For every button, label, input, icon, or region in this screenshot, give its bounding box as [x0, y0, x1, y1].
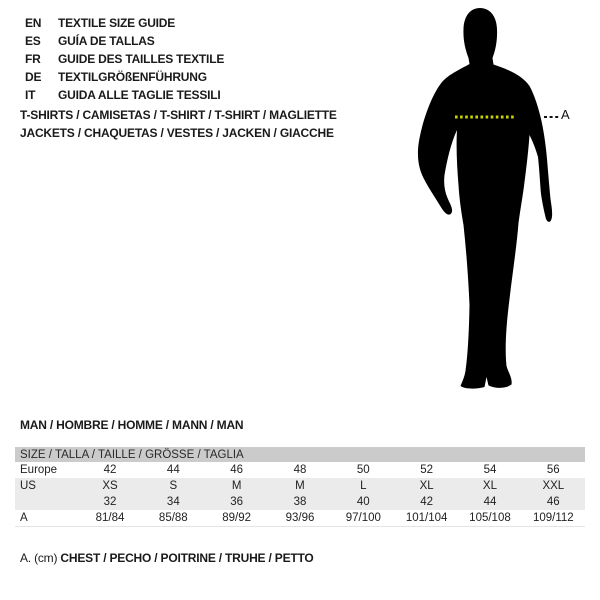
table-cell: M	[268, 478, 331, 494]
product-line-tshirts: T-SHIRTS / CAMISETAS / T-SHIRT / T-SHIRT / MAGLIETTE	[20, 108, 337, 122]
size-table-header: SIZE / TALLA / TAILLE / GRÖSSE / TAGLIA	[15, 447, 585, 462]
language-label: GUIDA ALLE TAGLIE TESSILI	[58, 88, 221, 102]
table-cell: XL	[458, 478, 521, 494]
table-cell: M	[205, 478, 268, 494]
language-row	[25, 32, 224, 50]
man-silhouette-figure	[395, 5, 600, 390]
language-label: TEXTILE SIZE GUIDE	[58, 16, 176, 30]
table-cell: 50	[356, 464, 370, 476]
product-types	[20, 106, 337, 142]
table-cell: 93/96	[268, 510, 331, 527]
table-cell: 97/100	[332, 510, 395, 527]
language-row	[25, 50, 224, 68]
language-label: GUIDE DES TAILLES TEXTILE	[58, 52, 225, 66]
table-cell: XXL	[522, 478, 585, 494]
table-cell: 40	[332, 494, 395, 510]
section-title-man: MAN / HOMBRE / HOMME / MANN / MAN	[20, 418, 244, 432]
silhouette-path	[418, 8, 552, 389]
product-line-jackets: JACKETS / CHAQUETAS / VESTES / JACKEN / GIACCHE	[20, 126, 334, 140]
table-cell: 38	[268, 494, 331, 510]
table-cell: 36	[205, 494, 268, 510]
footnote-chest	[20, 551, 314, 565]
table-cell: 46	[522, 494, 585, 510]
language-label: TEXTILGRÖßENFÜHRUNG	[58, 70, 207, 84]
language-code: IT	[25, 88, 36, 102]
size-table	[15, 447, 585, 527]
row-label	[15, 494, 78, 510]
table-cell: 46	[230, 464, 244, 476]
language-label: GUÍA DE TALLAS	[58, 34, 155, 48]
table-cell: 42	[395, 494, 458, 510]
table-cell: 89/92	[205, 510, 268, 527]
table-cell: 48	[293, 464, 307, 476]
table-cell: S	[142, 478, 205, 494]
language-code: DE	[25, 70, 42, 84]
language-code: ES	[25, 34, 41, 48]
table-row-numeric	[15, 494, 585, 510]
table-cell: 44	[458, 494, 521, 510]
language-code: FR	[25, 52, 41, 66]
language-row	[25, 68, 224, 86]
size-table-header-row	[15, 447, 585, 462]
language-code: EN	[25, 16, 42, 30]
table-cell: 105/108	[458, 510, 521, 527]
table-cell: 85/88	[142, 510, 205, 527]
footnote-prefix: A. (cm)	[20, 551, 58, 565]
table-row-chest	[15, 510, 585, 527]
table-cell: 109/112	[522, 510, 585, 527]
table-cell: 44	[166, 464, 180, 476]
row-label: A	[15, 510, 78, 527]
row-label: US	[15, 478, 78, 494]
table-row-us	[15, 478, 585, 494]
table-cell: 56	[546, 464, 560, 476]
language-row	[25, 14, 224, 32]
language-guide	[25, 14, 224, 104]
measurement-label-a: A	[561, 107, 570, 122]
table-cell: 52	[420, 464, 434, 476]
table-cell: XS	[78, 478, 141, 494]
table-row-europe	[15, 462, 585, 478]
table-cell: L	[332, 478, 395, 494]
table-cell: 32	[78, 494, 141, 510]
footnote-text: CHEST / PECHO / POITRINE / TRUHE / PETTO	[60, 551, 314, 565]
table-cell: XL	[395, 478, 458, 494]
table-cell: 101/104	[395, 510, 458, 527]
row-label: Europe	[20, 464, 58, 476]
table-cell: 42	[103, 464, 117, 476]
table-cell: 54	[483, 464, 497, 476]
table-cell: 81/84	[78, 510, 141, 527]
language-row	[25, 86, 224, 104]
table-cell: 34	[142, 494, 205, 510]
